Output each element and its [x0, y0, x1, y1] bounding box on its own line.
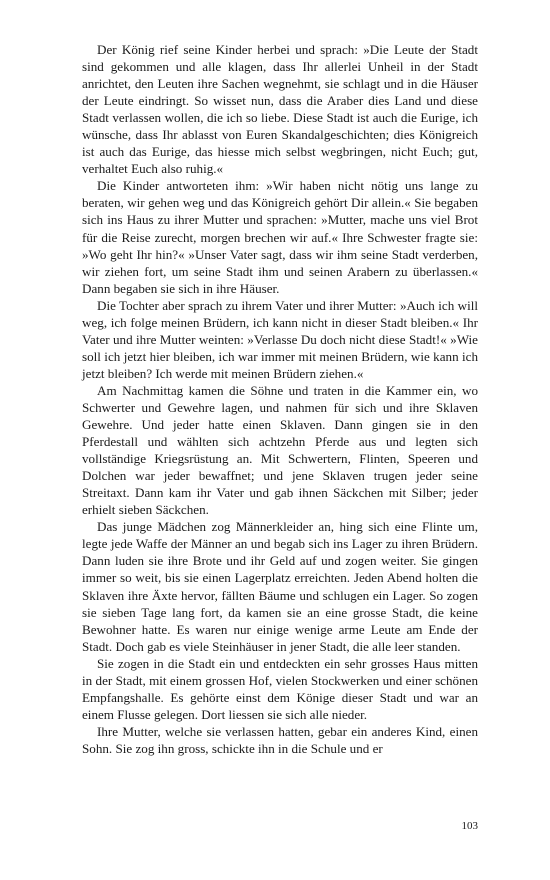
paragraph-6: Sie zogen in die Stadt ein und entdeckten ein sehr grosses Haus mitten in der Stadt, mit einem grossen Hof, vielen Stockwerken und einer schönen Empfangshalle. Es gehörte einst dem Könige dieser Stadt und war an einem Flusse gelegen. Dort liessen sie sich alle nieder.	[82, 655, 478, 722]
paragraph-1: Der König rief seine Kinder herbei und sprach: »Die Leute der Stadt sind gekommen und alle klagen, dass Ihr allerlei Unheil in der Stadt anrichtet, den Leuten ihre Sachen wegnehmt, sie schlagt und in die Häuser der Leute eindringt. So wisset nun, dass die Araber dies Land und diese Stadt verlassen wollen, die ich so liebe. Diese Stadt ist auch die Eurige, ich wünsche, dass Ihr ablasst von Euren Skandalgeschichten; dies Königreich ist auch das Eurige, das hiesse mich selbst wegbringen, nicht Euch; gut, verhaltet Euch also ruhig.«	[82, 42, 478, 177]
paragraph-2: Die Kinder antworteten ihm: »Wir haben nicht nötig uns lange zu beraten, wir gehen weg und das Königreich gehört Dir allein.« Sie begaben sich ins Haus zu ihrer Mutter und sprachen: »Mutter, mache uns viel Brot für die Reise zurecht, morgen brechen wir auf.« Ihre Schwester fragte sie: »Wo geht Ihr hin?« »Unser Vater sagt, dass wir ihm seine Stadt verderben, wir ziehen fort, um seine Stadt ihm und seinen Arabern zu überlassen.« Dann begaben sie sich in ihre Häuser.	[82, 178, 478, 296]
paragraph-7: Ihre Mutter, welche sie verlassen hatten, gebar ein anderes Kind, einen Sohn. Sie zog ihn gross, schickte ihn in die Schule und er	[82, 723, 478, 756]
paragraph-5: Das junge Mädchen zog Männerkleider an, hing sich eine Flinte um, legte jede Waffe der Männer an und begab sich ins Lager zu ihren Brüdern. Dann luden sie ihre Brote und ihr Geld auf und zogen weiter. Sie gingen immer so weit, bis sie einen Lagerplatz erreichten. Jeden Abend holten die Sklaven ihre Äxte hervor, fällten Bäume und schlugen ein Lager. So zogen sie sieben Tage lang fort, da kamen sie an eine grosse Stadt, die keine Bewohner hatte. Es waren nur einige wenige arme Leute am Ende der Stadt. Doch gab es viele Steinhäuser in jener Stadt, die alle leer standen.	[82, 519, 478, 654]
page-body	[82, 41, 478, 757]
paragraph-4: Am Nachmittag kamen die Söhne und traten in die Kammer ein, wo Schwerter und Gewehre lagen, und nahmen für sich und ihre Sklaven Gewehre. Und jeder hatte einen Sklaven. Dann gingen sie in den Pferdestall und wählten sich achtzehn Pferde aus und legten sich vollständige Kriegsrüstung an. Mit Schwertern, Flinten, Speeren und Dolchen war jeder bewaffnet; und jene Sklaven trugen jeder seine Streitaxt. Dann kam ihr Vater und gab ihnen Säckchen mit Silber; jeder erhielt sieben Säckchen.	[82, 382, 478, 518]
page-number: 103	[461, 820, 478, 832]
paragraph-3: Die Tochter aber sprach zu ihrem Vater und ihrer Mutter: »Auch ich will weg, ich folge meinen Brüdern, ich kann nicht in dieser Stadt bleiben.« Ihr Vater und ihre Mutter weinten: »Verlasse Du doch nicht diese Stadt!« »Wie soll ich jetzt hier bleiben, ich war immer mit meinen Brüdern, wie kann ich jetzt bleiben? Ich werde mit meinen Brüdern ziehen.«	[82, 297, 478, 381]
